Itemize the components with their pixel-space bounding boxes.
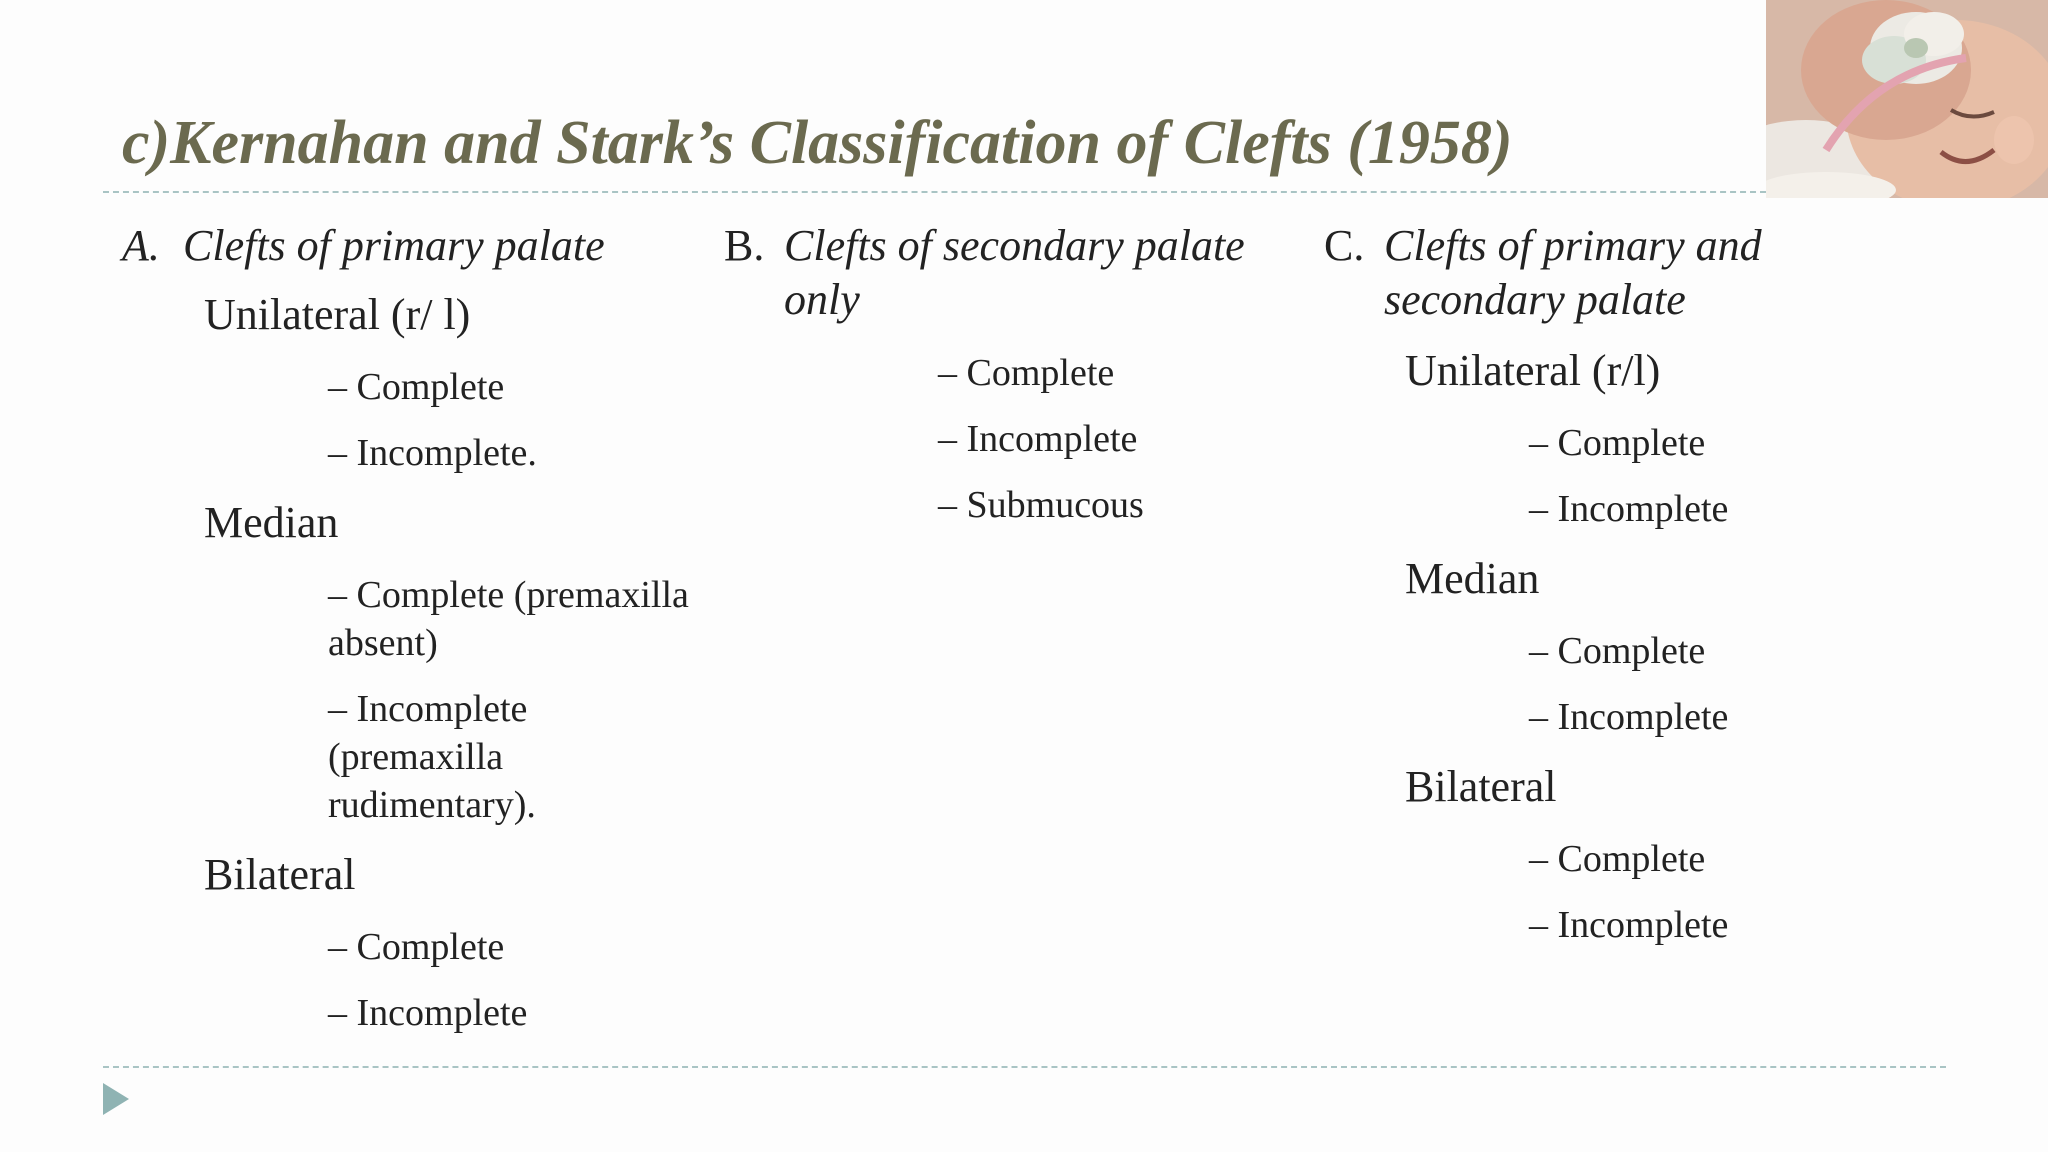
- title-divider: [103, 191, 1766, 193]
- b-item: – Incomplete: [938, 418, 1138, 460]
- a-median-label: Median: [204, 498, 339, 547]
- column-c-heading: Clefts of primary and: [1384, 221, 1762, 270]
- c-unilateral-item: – Complete: [1529, 422, 1706, 464]
- column-b-heading: Clefts of secondary palate: [784, 221, 1245, 270]
- column-a-heading: Clefts of primary palate: [183, 221, 605, 270]
- c-median-item: – Incomplete: [1529, 696, 1729, 738]
- column-a-letter: A.: [122, 221, 160, 270]
- column-c-letter: C.: [1324, 221, 1365, 270]
- c-median-label: Median: [1405, 554, 1540, 603]
- a-median-item-cont: (premaxilla: [328, 736, 504, 778]
- b-item: – Submucous: [938, 484, 1144, 526]
- c-unilateral-item: – Incomplete: [1529, 488, 1729, 530]
- column-b-heading-cont: only: [784, 275, 860, 324]
- a-median-item: – Complete (premaxilla: [328, 574, 689, 616]
- sleeping-baby-photo: [1766, 0, 2048, 198]
- column-c-heading-cont: secondary palate: [1384, 275, 1686, 324]
- a-bilateral-label: Bilateral: [204, 850, 356, 899]
- a-median-item: – Incomplete: [328, 688, 528, 730]
- a-unilateral-item: – Complete: [328, 366, 505, 408]
- a-median-item-cont: absent): [328, 622, 438, 664]
- play-arrow-icon: [103, 1083, 129, 1115]
- c-bilateral-item: – Complete: [1529, 838, 1706, 880]
- b-item: – Complete: [938, 352, 1115, 394]
- c-unilateral-label: Unilateral (r/l): [1405, 346, 1661, 395]
- a-bilateral-item: – Incomplete: [328, 992, 528, 1034]
- a-unilateral-item: – Incomplete.: [328, 432, 537, 474]
- c-median-item: – Complete: [1529, 630, 1706, 672]
- a-median-item-cont: rudimentary).: [328, 784, 536, 826]
- c-bilateral-label: Bilateral: [1405, 762, 1557, 811]
- a-bilateral-item: – Complete: [328, 926, 505, 968]
- slide-title: c)Kernahan and Stark’s Classification of Clefts (1958): [122, 109, 1513, 177]
- footer-divider: [103, 1066, 1946, 1068]
- c-bilateral-item: – Incomplete: [1529, 904, 1729, 946]
- a-unilateral-label: Unilateral (r/ l): [204, 290, 471, 339]
- baby-illustration: [1766, 0, 2048, 198]
- column-b-letter: B.: [724, 221, 765, 270]
